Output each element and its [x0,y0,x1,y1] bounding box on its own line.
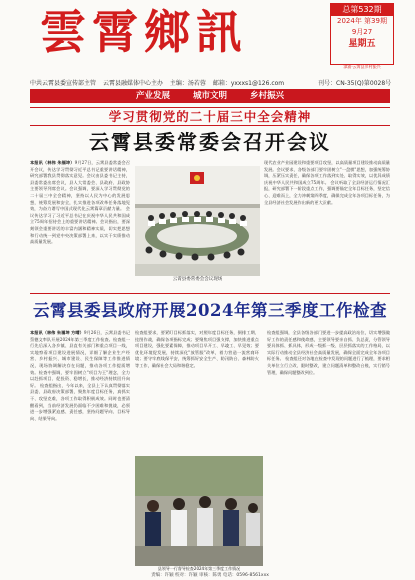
article1-col1b-text: 会议传达学习了习近平总书记在庆祝中华人民共和国成立75周年招待会上的重要讲话精神。会议指出，要深刻领会重要讲话的丰富内涵和精神实质，切实把思想和行动统一到党中央决策部署上来，以实干实绩推动高质量发展。 [30,206,130,245]
masthead [0,0,415,70]
article2-col1b-text: 检查组指出，今年以来，全县上下认真贯彻落实县委、县政府决策部署，聚焦年度目标任务，真抓实干、攻坚克难，各项工作取得积极成效。同时也要清醒看到，当前经济发展仍面临不少困难和挑战，必须进一步增强紧迫感、责任感，坚持问题导向、目标导向、结果导向。 [30,382,130,421]
issue-note: 漳浦·云霄县乡村振兴 [343,64,381,69]
section-item-civility: 城市文明 [192,91,227,101]
meeting-photo-image [135,166,260,276]
issue-weekday: 星期五 [348,39,376,49]
article2-byline: 本报讯（林伟 朱福坤 方晴） [30,330,84,335]
inspection-photo [135,456,263,566]
email-text: 邮箱：yxxxs1@126.com [212,80,285,87]
article2-column-2 [135,330,259,452]
inspection-photo-caption: 县领导一行督导检查2024年第三季度工作情况 [157,566,241,571]
article2-column-1 [30,330,130,566]
issue-date: 9月27 [351,28,373,36]
section-item-rural: 乡村振兴 [249,91,284,101]
inspection-photo-image [135,456,263,566]
section-divider [30,293,390,294]
footer-credits: 责编：许颖 校对：许颖 审核：陈勇 电话：0596-8561xxx [151,573,269,578]
article2-col4b-text: 检查组还对各地在检查中发现的问题进行了梳理，要求相关单位立行立改、限时整改，建立问题清单和整改台账，实行销号管理，确保问题整改到位。 [267,356,390,375]
article2-col3-text: 检查组要求，要紧盯目标抓落实，对照年度目标任务，倒排工期、挂图作战，确保各项指标完成；要聚焦项目强支撑，加快推进重点项目建设，强化要素保障，推动项目早开工、早竣工、早见效；要优化环境促发展，持续深化"放管服"改革，着力营造一流营商环境；要守牢底线保平安，统筹抓好安全生产、防汛防台、森林防火等工作，确保社会大局和谐稳定。 [135,330,259,368]
editor-text: 主编：汤若蓉 [169,80,206,87]
article1-headline: 云霄县委常委会召开会议 [89,130,331,154]
article1-col4-text: 现代农业产业园建设和重要项目攻坚，以高质量项目建设推动高质量发展。会议要求，各级各部门要牢固树立"一盘棋"思想，加强统筹协调，压紧压实责任，确保各项工作落到实处、取得实效，以优异成绩庆祝中华人民共和国成立75周年。 [264,160,390,185]
article2-col1-text: 9月26日，云霄县委书记蔡德文率队开展2024年第三季度工作检查。检查组一行先后深入各乡镇、县直有关部门和重点项目一线，实地察看项目建设进展情况，详细了解企业生产经营、乡村振兴、城市建设、民生保障等工作推进情况，现场协调解决存在问题，推动各项工作提质增效。检查中强调，要牢固树立"项目为王"理念，全力以赴抓项目、促投资、稳增长，推动经济持续回升向好。 [30,330,130,388]
article2-headline: 云霄县委县政府开展2024年第三季度工作检查 [33,301,387,320]
article1-col1-text: 9月27日，云霄县委常委会召开会议，传达学习贯彻习近平总书记重要讲话精神，研究部署我县贯彻落实意见。会议由县委书记主持，县委常委出席会议，县人大常委会、县政府、县政协主要领导列席会议。会议强调，要深入学习贯彻党的二十届三中全会精神，坚持以人民为中心的发展思想，统筹发展和安全，扎实推进各项改革任务落地见效，为奋力谱写中国式现代化云霄篇章贡献力量。 [30,160,130,212]
section-item-industry: 产业发展 [136,91,171,101]
meeting-photo [135,166,260,276]
masthead-title: 雲霄鄉訊 [40,5,248,59]
info-bar [30,78,390,87]
special-banner: 学习贯彻党的二十届三中全会精神 [30,107,390,126]
meeting-photo-caption: 云霄县委常委会会议现场 [172,277,223,282]
publisher-text: 中共云霄县委宣传部主管 [30,80,97,87]
article2-column-4 [267,330,390,566]
section-bar [30,89,390,103]
issue-box [330,3,394,65]
issue-year: 2024年 第39期 [337,17,387,25]
cn-number: 刊号：CN-35(Q)第0028号 [318,80,392,87]
article1-byline: 本报讯（林伟 朱福坤） [30,160,75,165]
article2-col4-text: 检查组强调，全县各级各部门要进一步提高政治站位，切实增强做好工作的责任感和使命感，主要领导要亲自抓、负总责，分管领导要具体抓、抓具体，形成一级抓一级、层层抓落实的工作格局，以实际行动推动全县经济社会高质量发展，确保全面完成全年各项目标任务。 [267,330,390,362]
article1-column-1 [30,160,130,288]
article1-column-4 [264,160,390,288]
sponsor-text: 云霄县融媒体中心主办 [102,80,163,87]
article1-col4b-text: 会议听取了全县经济运行情况汇报，研究部署下一阶段重点工作，强调要锚定全年目标任务，坚定信心、迎难而上，全力冲刺第四季度，确保完成全年各项目标任务，为全县经济社会发展作出新的更大贡献。 [264,179,390,205]
issue-total: 总第532期 [331,4,393,16]
